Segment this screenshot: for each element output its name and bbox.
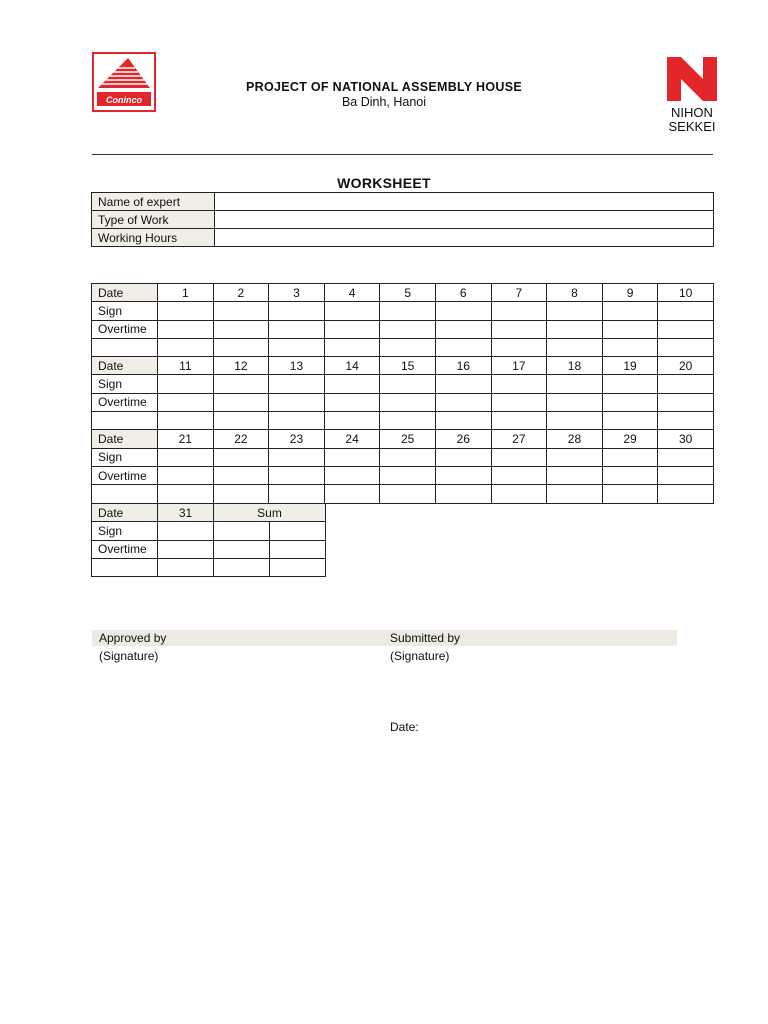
sum-overtime-cell[interactable] [214,540,270,558]
overtime-cell[interactable] [491,466,547,484]
spacer-cell [435,412,491,430]
spacer-cell [158,558,214,576]
sign-cell[interactable] [324,375,380,393]
sign-cell[interactable] [213,448,269,466]
spacer-cell [547,412,603,430]
expert-info-table [91,192,714,247]
overtime-cell[interactable] [658,393,714,411]
overtime-cell[interactable] [269,393,325,411]
day-31: 31 [158,504,214,522]
spacer-cell [213,412,269,430]
calendar-grid [91,283,714,504]
spacer-cell [92,485,158,503]
spacer-cell [324,485,380,503]
sign-cell[interactable] [380,375,436,393]
spacer-cell [269,412,325,430]
spacer-cell [269,485,325,503]
spacer-cell [547,338,603,356]
sign-cell[interactable] [158,302,214,320]
spacer-cell [380,485,436,503]
spacer-cell [491,412,547,430]
sign-cell[interactable] [213,375,269,393]
spacer-row [92,412,714,430]
spacer-cell [658,412,714,430]
spacer-cell [491,338,547,356]
sign-label: Sign [92,375,158,393]
sign-cell[interactable] [158,522,214,540]
day-3: 3 [269,284,325,302]
day-22: 22 [213,430,269,448]
spacer-cell [92,338,158,356]
nihon-sekkei-logo [665,57,719,133]
date-row [92,504,326,522]
overtime-cell[interactable] [435,320,491,338]
sign-cell[interactable] [491,375,547,393]
overtime-label: Overtime [92,320,158,338]
sign-cell[interactable] [158,375,214,393]
spacer-row [92,558,326,576]
day-17: 17 [491,357,547,375]
day-30: 30 [658,430,714,448]
sign-label: Sign [92,448,158,466]
overtime-cell[interactable] [213,393,269,411]
sign-label: Sign [92,302,158,320]
spacer-cell [158,338,214,356]
day-2: 2 [213,284,269,302]
logo-text-sekkei: SEKKEI [668,119,716,133]
sign-cell[interactable] [269,375,325,393]
sign-cell[interactable] [547,448,603,466]
sign-cell[interactable] [269,302,325,320]
day-9: 9 [602,284,658,302]
spacer-cell [214,558,270,576]
spacer-row [92,485,714,503]
info-row-hours [92,229,714,247]
overtime-cell[interactable] [435,466,491,484]
day-25: 25 [380,430,436,448]
sign-cell[interactable] [491,448,547,466]
project-title: PROJECT OF NATIONAL ASSEMBLY HOUSE [246,80,522,94]
day-12: 12 [213,357,269,375]
overtime-cell[interactable] [213,320,269,338]
overtime-cell[interactable] [547,393,603,411]
overtime-cell[interactable] [380,466,436,484]
overtime-label: Overtime [92,540,158,558]
name-of-expert-field[interactable] [215,193,714,211]
sum-overtime-cell[interactable] [270,540,326,558]
sign-cell[interactable] [547,375,603,393]
overtime-cell[interactable] [269,320,325,338]
spacer-cell [269,338,325,356]
day-10: 10 [658,284,714,302]
sign-cell[interactable] [658,302,714,320]
overtime-cell[interactable] [435,393,491,411]
date-label: Date [92,504,158,522]
sign-cell[interactable] [602,375,658,393]
submitter-signature-label: (Signature) [390,649,450,663]
day-13: 13 [269,357,325,375]
date-row [92,357,714,375]
overtime-cell[interactable] [269,466,325,484]
sign-cell[interactable] [658,448,714,466]
overtime-cell[interactable] [213,466,269,484]
day-24: 24 [324,430,380,448]
sum-sign-cell[interactable] [270,522,326,540]
sign-cell[interactable] [602,302,658,320]
overtime-cell[interactable] [380,320,436,338]
header-divider [92,154,713,155]
sign-cell[interactable] [435,302,491,320]
spacer-cell [380,412,436,430]
sign-cell[interactable] [547,302,603,320]
spacer-cell [547,485,603,503]
sign-cell[interactable] [658,375,714,393]
overtime-row [92,540,326,558]
sign-row [92,448,714,466]
approved-by-label: Approved by [99,631,167,645]
day-23: 23 [269,430,325,448]
calendar-grid-final [91,503,326,577]
sign-cell[interactable] [435,375,491,393]
overtime-row [92,393,714,411]
sign-cell[interactable] [324,302,380,320]
overtime-cell[interactable] [491,320,547,338]
overtime-cell[interactable] [158,393,214,411]
day-27: 27 [491,430,547,448]
submitted-by-label: Submitted by [390,631,461,645]
overtime-cell[interactable] [491,393,547,411]
signature-header-bar [92,630,677,646]
overtime-cell[interactable] [158,320,214,338]
sign-label: Sign [92,522,158,540]
spacer-cell [158,412,214,430]
project-location: Ba Dinh, Hanoi [341,95,427,109]
day-21: 21 [158,430,214,448]
overtime-cell[interactable] [602,466,658,484]
spacer-cell [435,485,491,503]
day-15: 15 [380,357,436,375]
spacer-cell [602,485,658,503]
sign-row [92,375,714,393]
sign-cell[interactable] [602,448,658,466]
day-7: 7 [491,284,547,302]
sign-cell[interactable] [324,448,380,466]
sign-cell[interactable] [491,302,547,320]
overtime-label: Overtime [92,393,158,411]
spacer-cell [658,485,714,503]
spacer-cell [380,338,436,356]
spacer-cell [213,485,269,503]
date-row [92,430,714,448]
day-28: 28 [547,430,603,448]
sum-sign-cell[interactable] [214,522,270,540]
overtime-cell[interactable] [602,320,658,338]
info-label: Working Hours [92,229,215,247]
worksheet-title: WORKSHEET [337,175,431,191]
day-6: 6 [435,284,491,302]
info-row-type [92,211,714,229]
info-label: Name of expert [92,193,215,211]
spacer-cell [324,338,380,356]
spacer-cell [602,338,658,356]
spacer-cell [270,558,326,576]
overtime-row [92,320,714,338]
sign-cell[interactable] [269,448,325,466]
date-row [92,284,714,302]
sign-cell[interactable] [380,302,436,320]
logo-text-nihon: NIHON [671,105,713,120]
overtime-cell[interactable] [602,393,658,411]
day-18: 18 [547,357,603,375]
overtime-label: Overtime [92,466,158,484]
day-20: 20 [658,357,714,375]
overtime-cell[interactable] [380,393,436,411]
info-row-name [92,193,714,211]
day-11: 11 [158,357,214,375]
overtime-cell[interactable] [324,466,380,484]
date-label: Date: [390,720,419,734]
sum-header: Sum [214,504,326,522]
spacer-cell [324,412,380,430]
sign-cell[interactable] [380,448,436,466]
info-label: Type of Work [92,211,215,229]
day-5: 5 [380,284,436,302]
sign-cell[interactable] [435,448,491,466]
overtime-cell[interactable] [324,320,380,338]
coninco-logo-text: Coninco [106,95,142,105]
overtime-cell[interactable] [658,320,714,338]
day-26: 26 [435,430,491,448]
spacer-cell [92,558,158,576]
date-label: Date [92,357,158,375]
spacer-row [92,338,714,356]
spacer-cell [92,412,158,430]
overtime-cell[interactable] [547,320,603,338]
spacer-cell [491,485,547,503]
spacer-cell [602,412,658,430]
overtime-cell[interactable] [658,466,714,484]
sign-cell[interactable] [213,302,269,320]
day-14: 14 [324,357,380,375]
type-of-work-field[interactable] [215,211,714,229]
date-label: Date [92,430,158,448]
overtime-cell[interactable] [158,540,214,558]
approver-signature-label: (Signature) [99,649,159,663]
spacer-cell [213,338,269,356]
overtime-cell[interactable] [547,466,603,484]
day-16: 16 [435,357,491,375]
sign-cell[interactable] [158,448,214,466]
working-hours-field[interactable] [215,229,714,247]
date-label: Date [92,284,158,302]
day-4: 4 [324,284,380,302]
spacer-cell [658,338,714,356]
day-19: 19 [602,357,658,375]
overtime-row [92,466,714,484]
spacer-cell [158,485,214,503]
day-8: 8 [547,284,603,302]
day-29: 29 [602,430,658,448]
overtime-cell[interactable] [158,466,214,484]
sign-row [92,522,326,540]
sign-row [92,302,714,320]
overtime-cell[interactable] [324,393,380,411]
spacer-cell [435,338,491,356]
day-1: 1 [158,284,214,302]
